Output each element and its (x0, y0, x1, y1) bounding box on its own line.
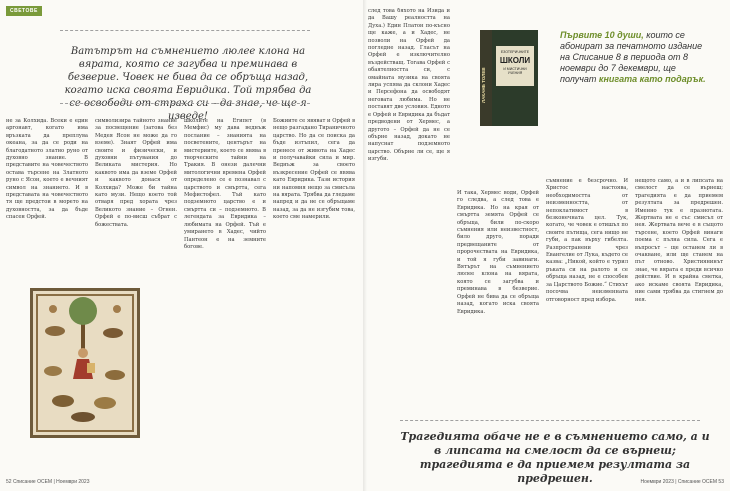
book-title-top: ЕЗОТЕРИЧНИТЕ (500, 50, 530, 54)
book-title-main: ШКОЛИ (499, 56, 531, 65)
pull-quote: Ватътрът на съмнението люлее клона на вярата, която се загубва и преминава в безверие. Човек не бива да се обръща назад, когато иска своята Евридика. Той трябва да се освободи от страха си – да знае, че ще я изведе! (64, 46, 312, 122)
section-tag: СВЕТОВЕ (6, 6, 42, 16)
big-quote-rule (400, 420, 700, 421)
right-column-3: съмнение е безсрочно. И Христос настоява, необходимостта от неизменността, от непоклатимост в безконечната цел. Тук, когато, че човек е отишъл по своите пътища, сега нищо не губи, а пак върху гибелта. Разпространени чрез Евангелие от Лука, където се казва: „Никой, който е турил ръката си на ралото и се обръща назад, не е способен за Царството Божие.“ Стихът посочва неизменната отговорност пред избора. (546, 178, 628, 303)
promo-line1: Първите 10 души, (560, 30, 644, 40)
promo-block (560, 30, 710, 85)
book-cover-image (480, 30, 538, 126)
right-footer: Ноември 2023 | Списание ОСЕМ 53 (640, 479, 724, 485)
right-column-1: след това бяхото на Изида и да Вашу реалността на Духа.) Един Платон по-късно ще каже, а и Хадес, не позволи на Орфей да погледне назад. Гласът на Орфей е изключително въздействащ. Тогава Орфей с обаятелността си, с омайната музика на своята лира успява да склони Хадес и Персефона да освободят неговата любима. Но не поставят две условия. Едното е Орфей и Евридика да бъдат предводени от Хермес, а другото – Орфей да не се обърне назад, докато не напуснат подземното царство. Обърне ли се, ще я изгуби. (368, 8, 450, 163)
quote-rule-top (60, 30, 310, 31)
left-column-3: школите на Египет (в Мемфис) му дава веднъж послание – знанията на посветените, центърът на мистериите, което се явява в творческите тайни на Тракия. В онези далечни митологични времена Орфей определено се е познавал с царството и смъртта, сега Мефистофел. Тъй като подземното царство е и смъртта си – подземното. В легендата за Евридика – любимата на Орфей. Тъй е умирането в Хадес, чийто Пантеон е на земните богове. (184, 118, 266, 250)
left-footer: 52 Списание ОСЕМ | Ноември 2023 (6, 479, 90, 485)
left-column-1: не за Колхида. Всеки е един аргонавт, когато има връзката да преплува океана, за да се роди на благодатното златно руно от духовно знание. В представите на човечеството остава търсене на Златното руно с Ясон, което е вечният символ на знанието. И в представата на човечеството тя ще предстои в морето на духовността, за да бъде спасен Орфей. (6, 118, 88, 221)
orpheus-mosaic-image (30, 288, 140, 438)
promo-highlight: книгата като подарък. (598, 74, 706, 84)
big-pull-quote: Трагедията обаче не е в съмнението само, а и в липсата на смелост да се върнеш; трагедията е да приемем резултата за предрешен. (400, 430, 710, 485)
page-gutter (363, 0, 367, 491)
book-title-sub: И МИСТИЧНИ УЧЕНИЯ (503, 67, 527, 75)
quote-rule-bottom (60, 103, 310, 104)
right-column-2: И така, Хермес води, Орфей го следва, а след това е Евридика. Но на края от смъртта земята Орфей се обръща, били по-скоро съмнения или неизвестност, било друго, поради предвещаните от пророчествата на Евридика, и той я губи завинаги. Вятърът на съмнението люлее клона на вярата, която се загубва и преминава в безверие. Орфей не бива да се обръща назад, когато иска своята Евридика. (457, 190, 539, 315)
left-column-4: Божиите се явяват и Орфей в нещо разгадано Тираничното царство. Но да се поиска да бъде изтъпил, сега да пренесе от живота на Хадес и получавайки сила и мир. Веднъж за своето възкресение Орфей се явява като Евридика. Тази история ни напомня нещо за смисъла на вярата. Трябва да гледаме напред и да не се обръщаме назад, за да не изгубим това, което сме намерили. (273, 118, 355, 221)
right-column-4: нещото само, а и в липсата на смелост да се върнеш; трагедията е да приемем резултата за предрешен. Именно тук е празнотата. Жертвата не е със смисъл от нея. Жертвата вече е в същото търсене, което Орфей винаги поема с пълна сила. Сега е въпросът – ще останем ли в очакване, или ще станем на път отново. Християнинът знае, че вярата е преди всичко действие. И в крайна сметка, ако искаме своята Евридика, ние сами трябва да стигнем до нея. (635, 178, 723, 303)
book-spine-author: ЛАКАНБ ТОЛЕВ (481, 67, 486, 103)
promo-line2: които се абонират за печатното издание на Списание 8 в периода от 8 ноември до 7 декември, ще получат (560, 30, 703, 84)
left-column-2: символизира тайното знание за посвещение (затова без Медея Ясон не може да го вземе). Знаят Орфей има своите и физически, и духовни пътувания до Великата мистерия. Но каквото има да вземе Орфей и каквото донася от Колхида? Може би тайна като музи. Нещо което той отваря пред хората чрез Великото знание – Огнен. Орфей е по-висш събрат с божествата. (95, 118, 177, 228)
